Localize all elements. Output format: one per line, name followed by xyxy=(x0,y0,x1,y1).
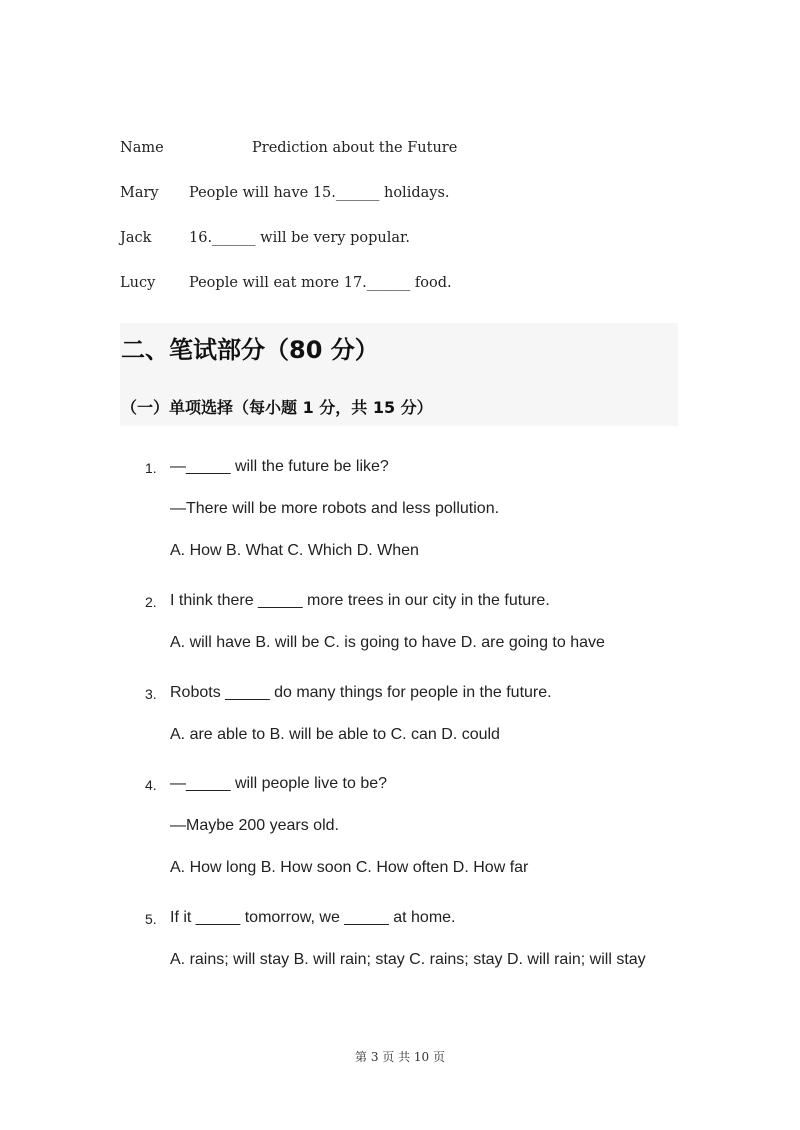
question-number: 1. xyxy=(145,460,157,476)
question-stem: If it _____ tomorrow, we _____ at home. xyxy=(170,909,456,926)
question-line: —There will be more robots and less pollution. xyxy=(170,500,500,517)
question-stem: I think there _____ more trees in our city in the future. xyxy=(170,592,550,609)
question-line: —Maybe 200 years old. xyxy=(170,817,339,834)
table-header-name: Name xyxy=(120,140,164,156)
question-number: 5. xyxy=(145,911,157,927)
table-cell-prediction: 16.______ will be very popular. xyxy=(189,230,410,246)
section-subtitle: （一）单项选择（每小题 1 分，共 15 分） xyxy=(121,398,433,417)
question-stem: —_____ will people live to be? xyxy=(170,775,388,792)
table-cell-prediction: People will eat more 17.______ food. xyxy=(189,275,452,291)
question-options: A. are able to B. will be able to C. can D. could xyxy=(170,726,500,743)
table-cell-name: Lucy xyxy=(120,275,156,291)
question-stem: Robots _____ do many things for people in the future. xyxy=(170,684,552,701)
page-footer: 第 3 页 共 10 页 xyxy=(355,1050,445,1064)
question-number: 3. xyxy=(145,686,157,702)
table-header-prediction: Prediction about the Future xyxy=(252,140,458,156)
table-cell-name: Jack xyxy=(120,230,152,246)
question-number: 4. xyxy=(145,777,157,793)
question-options: A. How B. What C. Which D. When xyxy=(170,542,419,559)
question-options: A. will have B. will be C. is going to have D. are going to have xyxy=(170,634,605,651)
question-number: 2. xyxy=(145,594,157,610)
table-cell-name: Mary xyxy=(120,185,159,201)
section-title: 二、笔试部分（80 分） xyxy=(121,336,379,364)
table-cell-prediction: People will have 15.______ holidays. xyxy=(189,185,450,201)
question-options: A. rains; will stay B. will rain; stay C. rains; stay D. will rain; will stay xyxy=(170,951,646,968)
question-options: A. How long B. How soon C. How often D. How far xyxy=(170,859,529,876)
question-stem: —_____ will the future be like? xyxy=(170,458,389,475)
